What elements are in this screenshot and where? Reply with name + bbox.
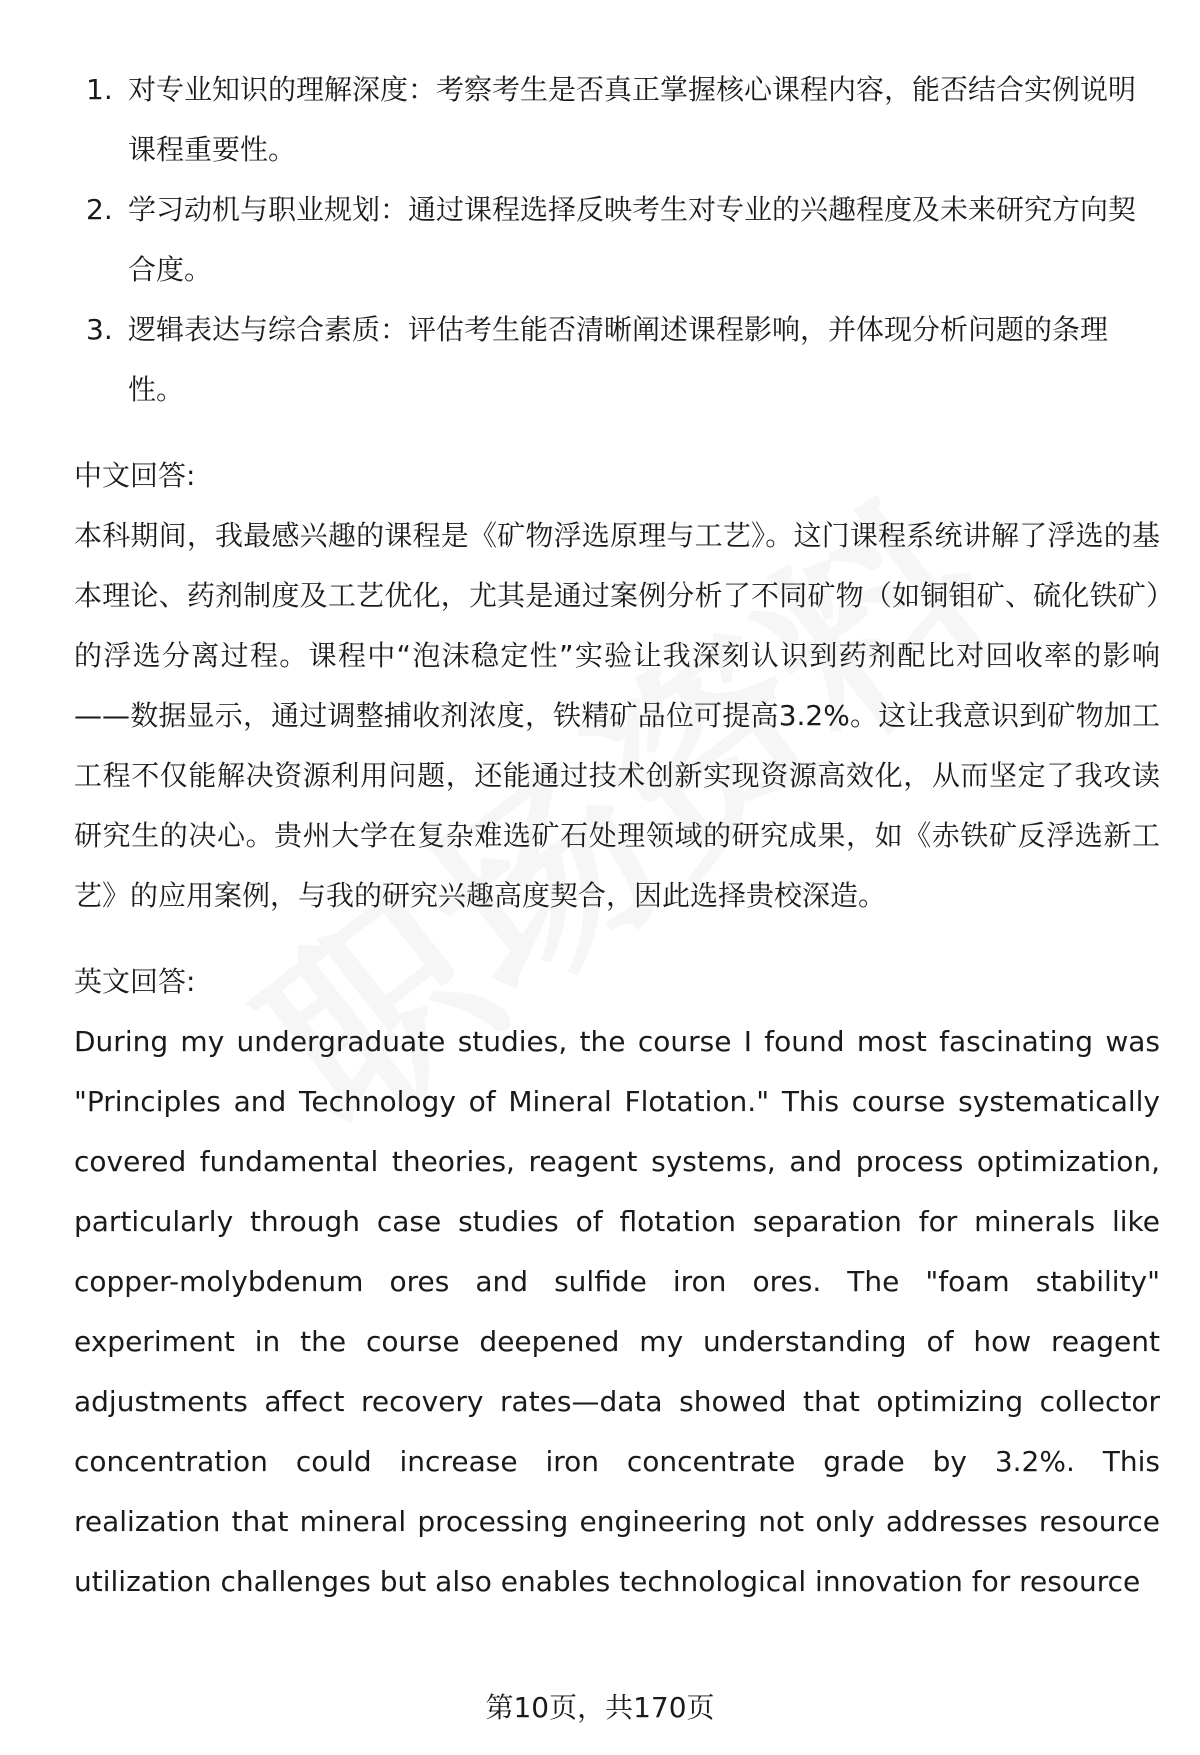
criteria-item xyxy=(74,300,1160,420)
english-answer-heading: 英文回答: xyxy=(74,965,196,998)
criteria-number: 2. xyxy=(86,193,113,226)
criteria-number: 1. xyxy=(86,73,113,106)
chinese-answer-heading: 中文回答: xyxy=(74,459,196,492)
criteria-text: 学习动机与职业规划：通过课程选择反映考生对专业的兴趣程度及未来研究方向契合度。 xyxy=(128,193,1137,286)
criteria-list xyxy=(74,60,1160,420)
page-number: 第10页，共170页 xyxy=(485,1691,715,1724)
criteria-text: 逻辑表达与综合素质：评估考生能否清晰阐述课程影响，并体现分析问题的条理性。 xyxy=(128,313,1109,406)
english-answer-body: During my undergraduate studies, the course I found most fascinating was "Principles and Technology of Mineral Flotation." This course systematically covered fundamental theories, reagent systems, and process optimization, particularly through case studies of flotation separation for minerals like copper-molybdenum ores and sulfide iron ores. The "foam stability" experiment in the course deepened my understanding of how reagent adjustments affect recovery rates—data showed that optimizing collector concentration could increase iron concentrate grade by 3.2%. This realization that mineral processing engineering not only addresses resource utilization challenges but also enables technological innovation for resource xyxy=(74,1025,1160,1598)
criteria-number: 3. xyxy=(86,313,113,346)
criteria-item xyxy=(74,60,1160,180)
criteria-item xyxy=(74,180,1160,300)
criteria-text: 对专业知识的理解深度：考察考生是否真正掌握核心课程内容，能否结合实例说明课程重要性。 xyxy=(128,73,1137,166)
document-page xyxy=(74,60,1160,1612)
chinese-answer-body: 本科期间，我最感兴趣的课程是《矿物浮选原理与工艺》。这门课程系统讲解了浮选的基本理论、药剂制度及工艺优化，尤其是通过案例分析了不同矿物（如铜钼矿、硫化铁矿）的浮选分离过程。课程中“泡沫稳定性”实验让我深刻认识到药剂配比对回收率的影响——数据显示，通过调整捕收剂浓度，铁精矿品位可提高3.2%。这让我意识到矿物加工工程不仅能解决资源利用问题，还能通过技术创新实现资源高效化，从而坚定了我攻读研究生的决心。贵州大学在复杂难选矿石处理领域的研究成果，如《赤铁矿反浮选新工艺》的应用案例，与我的研究兴趣高度契合，因此选择贵校深造。 xyxy=(74,519,1160,912)
